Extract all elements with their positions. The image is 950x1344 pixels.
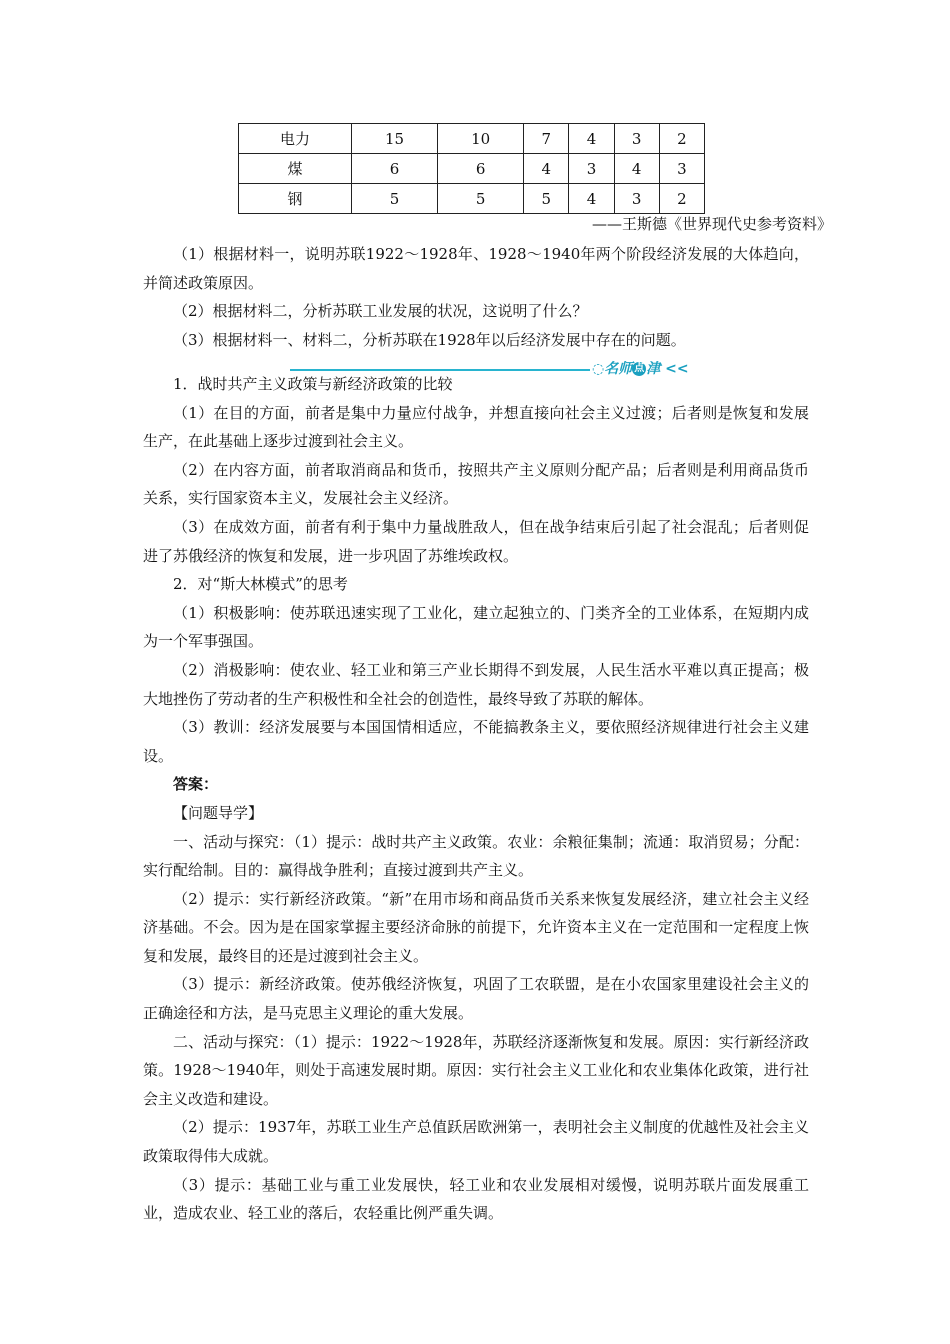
table-cell: 3 [614,184,659,214]
badge-suffix: 津 << [646,361,689,377]
answer-item: 二、活动与探究：（1）提示：1922～1928年，苏联经济逐渐恢复和发展。原因：实行新经济政策。1928～1940年，则处于高速发展时期。原因：实行社会主义工业化和农业集体化政策，进行社会主义改造和建设。 [143,1032,809,1108]
table-cell: 5 [524,184,569,214]
question-2: （2）根据材料二，分析苏联工业发展的状况，这说明了什么？ [173,302,588,321]
tips-block [143,370,809,1228]
questions-block [143,240,809,354]
section-2-title: 2．对“斯大林模式”的思考 [173,575,348,594]
source-citation: ——王斯德《世界现代史参考资料》 [591,215,832,233]
question-3: （3）根据材料一、材料二，分析苏联在1928年以后经济发展中存在的问题。 [173,330,686,349]
answer-item: 一、活动与探究：（1）提示：战时共产主义政策。农业：余粮征集制；流通：取消贸易；分配：实行配给制。目的：赢得战争胜利；直接过渡到共产主义。 [143,832,809,880]
answers-heading: 答案： [173,775,219,794]
answers-subheading: 【问题导学】 [173,803,264,822]
answer-item: （2）提示：1937年，苏联工业生产总值跃居欧洲第一，表明社会主义制度的优越性及社会主义政策取得伟大成就。 [143,1118,809,1166]
table-cell: 4 [569,184,614,214]
section-2-item: （3）教训：经济发展要与本国国情相适应，不能搞教条主义，要依照经济规律进行社会主义建设。 [143,718,809,765]
section-2-item: （1）积极影响：使苏联迅速实现了工业化，建立起独立的、门类齐全的工业体系，在短期内成为一个军事强国。 [143,603,809,651]
table-cell: 6 [438,154,524,184]
table-cell: 3 [614,124,659,154]
table-cell: 15 [352,124,438,154]
table-cell: 5 [438,184,524,214]
section-1-title: 1．战时共产主义政策与新经济政策的比较 [173,375,453,393]
section-1-item: （1）在目的方面，前者是集中力量应付战争，并想直接向社会主义过渡；后者则是恢复和发展生产，在此基础上逐步过渡到社会主义。 [143,403,809,451]
badge-circle-char: 点 [634,363,645,374]
answer-item: （2）提示：实行新经济政策。“新”在用市场和商品货币关系来恢复发展经济，建立社会主义经济基础。不会。因为是在国家掌握主要经济命脉的前提下，允许资本主义在一定范围和一定程度上恢复和发展，最终目的还是过渡到社会主义。 [143,889,809,965]
row-label: 钢 [239,184,352,214]
table-cell: 6 [352,154,438,184]
table-cell: 5 [352,184,438,214]
question-1: （1）根据材料一，说明苏联1922～1928年、1928～1940年两个阶段经济发展的大体趋向，并简述政策原因。 [143,245,809,292]
table-cell: 2 [659,184,704,214]
table-cell: 3 [659,154,704,184]
row-label: 电力 [239,124,352,154]
table-cell: 2 [659,124,704,154]
section-1-item: （3）在成效方面，前者有利于集中力量战胜敌人，但在战争结束后引起了社会混乱；后者则促进了苏俄经济的恢复和发展，进一步巩固了苏维埃政权。 [143,517,809,565]
table-row [239,184,705,214]
table-cell: 3 [569,154,614,184]
table-cell: 7 [524,124,569,154]
row-label: 煤 [239,154,352,184]
badge-prefix: ◌名师 [592,361,633,377]
answer-item: （3）提示：基础工业与重工业发展快，轻工业和农业发展相对缓慢，说明苏联片面发展重工业，造成农业、轻工业的落后，农轻重比例严重失调。 [143,1175,809,1223]
answer-item: （3）提示：新经济政策。使苏俄经济恢复，巩固了工农联盟，是在小农国家里建设社会主义的正确途径和方法，是马克思主义理论的重大发展。 [143,975,809,1023]
table-cell: 4 [614,154,659,184]
table-row [239,154,705,184]
section-1-item: （2）在内容方面，前者取消商品和货币，按照共产主义原则分配产品；后者则是利用商品货币关系，实行国家资本主义，发展社会主义经济。 [143,460,809,508]
section-2-item: （2）消极影响：使农业、轻工业和第三产业长期得不到发展，人民生活水平难以真正提高；极大地挫伤了劳动者的生产积极性和全社会的创造性，最终导致了苏联的解体。 [143,660,809,708]
table-row [239,124,705,154]
data-table [238,123,705,214]
table-cell: 10 [438,124,524,154]
table-cell: 4 [569,124,614,154]
table-cell: 4 [524,154,569,184]
